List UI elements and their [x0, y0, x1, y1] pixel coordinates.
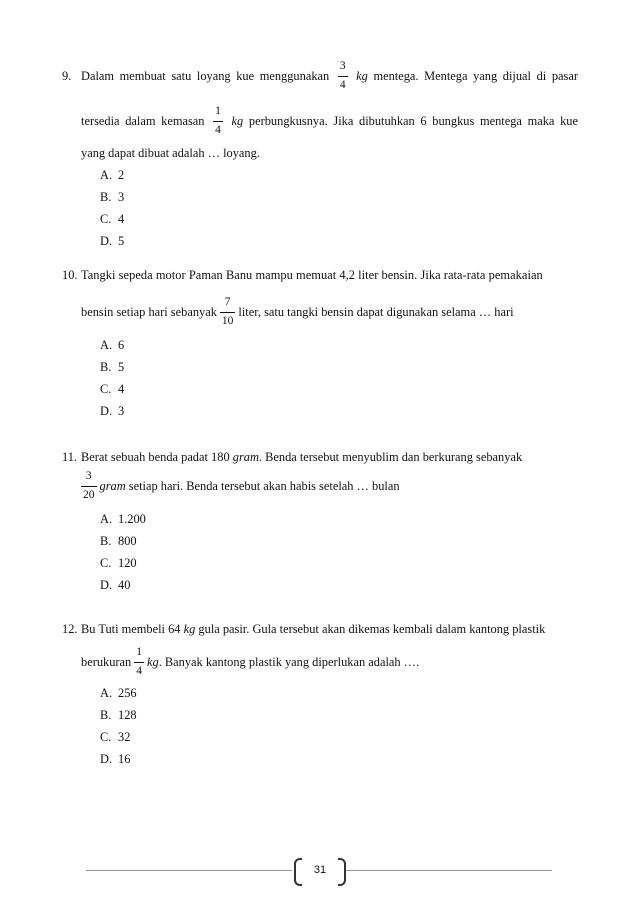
- word: kg: [356, 68, 368, 83]
- option-b: B. 3: [100, 190, 125, 204]
- page-number: 31: [313, 864, 327, 876]
- question-text: Tangki sepeda motor Paman Banu mampu memuat 4,2 liter bensin. Jika rata-rata pemakaian: [81, 268, 543, 282]
- question-number: 11.: [62, 450, 78, 464]
- question-number: 12.: [62, 622, 78, 636]
- footer-rule-right: [346, 870, 552, 871]
- question-text: liter, satu tangki bensin dapat digunakan selama … hari: [238, 304, 514, 319]
- option-c: C. 4: [100, 212, 125, 226]
- word: tersedia: [81, 113, 120, 128]
- option-d: D. 16: [100, 752, 131, 766]
- question-text: yang dapat dibuat adalah … loyang.: [81, 146, 260, 160]
- word: membuat: [119, 68, 166, 83]
- option-a: A. 6: [100, 338, 125, 352]
- question-9-line-2: [62, 105, 578, 137]
- word: kue: [236, 68, 255, 83]
- fraction: $\frac{1}{4}$: [136, 646, 142, 677]
- option-a: A. 2: [100, 168, 125, 182]
- word: pasar: [551, 68, 578, 83]
- footer-rule-left: [86, 870, 292, 871]
- unit-text: kg: [183, 622, 196, 636]
- option-d: D. 3: [100, 404, 125, 418]
- word: maka: [527, 113, 555, 128]
- question-10-line-2: [62, 296, 578, 328]
- word: mentega.: [373, 68, 419, 83]
- unit-text: kg: [146, 654, 159, 669]
- fraction: $\frac{3}{4}$: [339, 60, 346, 91]
- option-a: A. 256: [100, 686, 137, 700]
- word: di: [536, 68, 547, 83]
- word: dibutuhkan: [359, 113, 415, 128]
- word: Dalam: [81, 68, 115, 83]
- word: loyang: [196, 68, 231, 83]
- question-text: . Banyak kantong plastik yang diperlukan adalah ….: [158, 654, 420, 669]
- question-text: . Benda tersebut menyublim dan berkurang sebanyak: [258, 450, 523, 464]
- question-text: Berat sebuah benda padat 180: [81, 450, 230, 464]
- question-text: Bu Tuti membeli 64: [81, 622, 181, 636]
- question-text: setiap hari. Benda tersebut akan habis setelah … bulan: [128, 478, 400, 493]
- fraction: $\frac{1}{4}$: [215, 105, 221, 136]
- word: kemasan: [161, 113, 205, 128]
- word: bungkus: [432, 113, 475, 128]
- question-number: 10.: [62, 268, 78, 282]
- word: Jika: [333, 113, 354, 128]
- option-d: D. 40: [100, 578, 131, 592]
- word: 6: [420, 113, 427, 128]
- word: mentega: [479, 113, 522, 128]
- question-9-line-1: [62, 60, 578, 92]
- word: dijual: [502, 68, 531, 83]
- unit-text: gram: [99, 478, 126, 493]
- question-number: 9.: [62, 69, 72, 83]
- word: kg: [231, 113, 244, 128]
- word: dalam: [125, 113, 156, 128]
- question-11-line-2: [62, 470, 578, 502]
- question-text: berukuran: [81, 654, 132, 669]
- option-d: D. 5: [100, 234, 125, 248]
- option-a: A. 1.200: [100, 512, 146, 526]
- word: kue: [560, 113, 578, 128]
- option-b: B. 800: [100, 534, 137, 548]
- word: yang: [473, 68, 498, 83]
- question-text: bensin setiap hari sebanyak: [81, 304, 217, 319]
- word: menggunakan: [259, 68, 330, 83]
- option-b: B. 5: [100, 360, 125, 374]
- question-text: gula pasir. Gula tersebut akan dikemas kembali dalam kantong plastik: [198, 622, 546, 636]
- option-c: C. 120: [100, 556, 137, 570]
- option-c: C. 4: [100, 382, 125, 396]
- option-c: C. 32: [100, 730, 131, 744]
- unit-text: gram: [232, 450, 259, 464]
- fraction: $\frac{7}{10}$: [221, 296, 234, 327]
- word: perbungkusnya.: [248, 113, 328, 128]
- word: Mentega: [424, 68, 468, 83]
- option-b: B. 128: [100, 708, 137, 722]
- word: satu: [171, 68, 192, 83]
- question-12-line-2: [62, 646, 578, 678]
- fraction: $\frac{3}{20}$: [83, 470, 95, 501]
